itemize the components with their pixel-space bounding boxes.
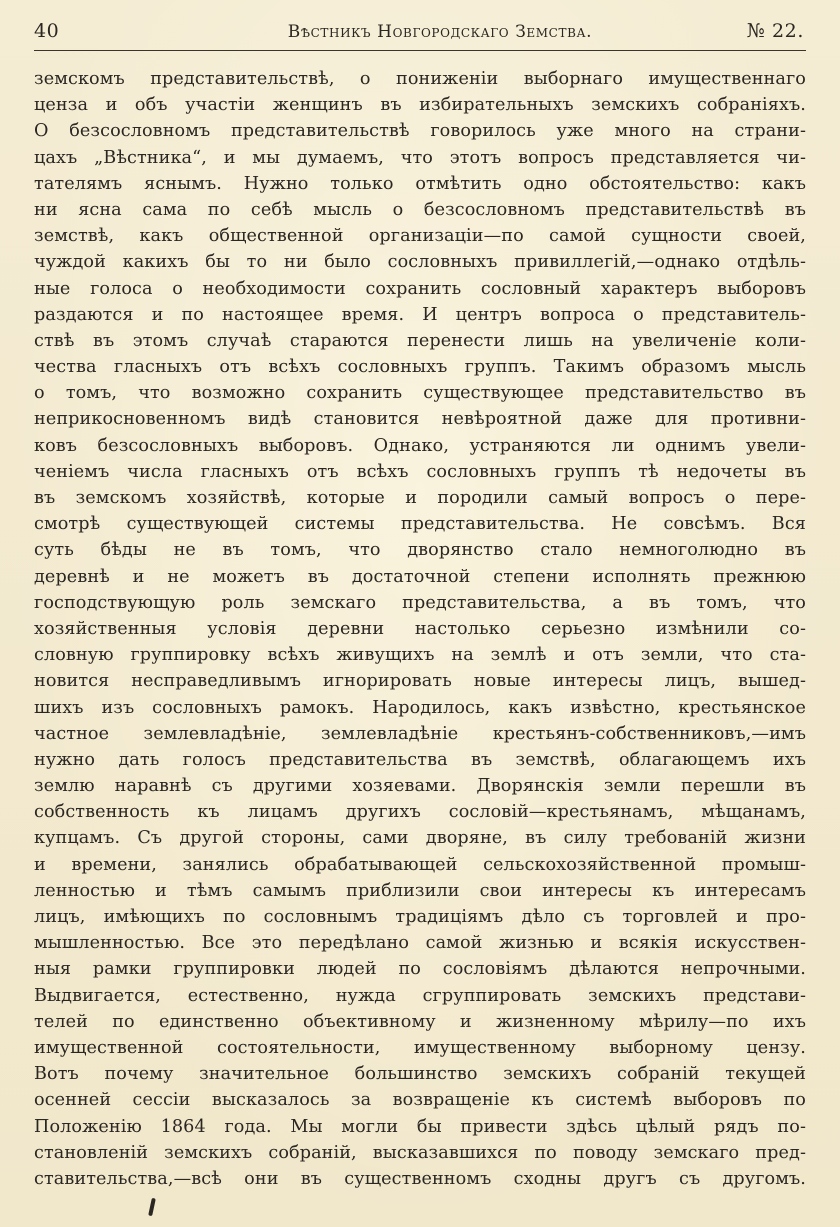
text-line: чества гласныхъ отъ всѣхъ сословныхъ группъ. Такимъ образомъ мысль — [34, 357, 806, 378]
text-line: осенней сессіи высказалось за возвращеніе къ системѣ выборовъ по — [34, 1090, 806, 1111]
text-line: ныя рамки группировки людей по сословіямъ дѣлаются непрочными. — [34, 959, 806, 980]
text-line: купцамъ. Съ другой стороны, сами дворяне, въ силу требованій жизни — [34, 828, 806, 849]
text-line: смотрѣ существующей системы представительства. Не совсѣмъ. Вся — [34, 514, 806, 535]
text-line: шихъ изъ сословныхъ рамокъ. Народилось, какъ извѣстно, крестьянское — [34, 697, 806, 718]
text-line: новится несправедливымъ игнорировать новые интересы лицъ, вышед- — [34, 671, 806, 692]
journal-title: Вѣстникъ Новгородскаго Земства. — [287, 22, 593, 42]
text-line: господствующую роль земскаго представительства, а въ томъ, что — [34, 592, 806, 613]
page-number: 40 — [34, 20, 60, 42]
text-line: чуждой какихъ бы то ни было сословныхъ привиллегій,—однако отдѣль- — [34, 252, 806, 273]
text-line: земскомъ представительствѣ, о пониженіи выборнаго имущественнаго — [34, 69, 806, 89]
ink-mark — [148, 1198, 156, 1216]
article-body — [34, 66, 806, 1192]
text-line: деревнѣ и не можетъ въ достаточной степени исполнять прежнюю — [34, 566, 806, 587]
text-line: ставительства,—всѣ они въ существенномъ сходны другъ съ другомъ. — [34, 1168, 806, 1189]
text-line: Положенію 1864 года. Мы могли бы привести здѣсь цѣлый рядъ по- — [34, 1116, 806, 1137]
text-line: въ земскомъ хозяйствѣ, которые и породили самый вопросъ о пере- — [34, 488, 806, 508]
text-line: ковъ безсословныхъ выборовъ. Однако, устраняются ли однимъ увели- — [34, 435, 806, 456]
running-header — [34, 20, 806, 51]
issue-number: № 22. — [746, 20, 804, 42]
text-line: словную группировку всѣхъ живущихъ на землѣ и отъ земли, что ста- — [34, 645, 806, 666]
text-line: цахъ „Вѣстника“, и мы думаемъ, что этотъ вопросъ представляется чи- — [34, 147, 806, 168]
text-line: и времени, занялись обрабатывающей сельскохозяйственной промыш- — [34, 854, 806, 875]
text-line: телей по единственно объективному и жизненному мѣрилу—по ихъ — [34, 1011, 806, 1032]
text-line: ченіемъ числа гласныхъ отъ всѣхъ сословныхъ группъ тѣ недочеты въ — [34, 461, 806, 482]
text-line: раздаются и по настоящее время. И центръ вопроса о представитель- — [34, 304, 806, 325]
text-line: о томъ, что возможно сохранить существующее представительство въ — [34, 383, 806, 404]
text-line: земствѣ, какъ общественной организаціи—по самой сущности своей, — [34, 226, 806, 247]
text-line: ни ясна сама по себѣ мысль о безсословномъ представительствѣ въ — [34, 199, 806, 220]
text-line: О безсословномъ представительствѣ говорилось уже много на страни- — [34, 121, 806, 142]
text-line: частное землевладѣніе, землевладѣніе крестьянъ-собственниковъ,—имъ — [34, 723, 806, 744]
text-line: хозяйственныя условія деревни настолько серьезно измѣнили со- — [34, 618, 806, 639]
text-line: Вотъ почему значительное большинство земскихъ собраній текущей — [34, 1064, 806, 1085]
text-line: ные голоса о необходимости сохранить сословный характеръ выборовъ — [34, 278, 806, 299]
text-line: лицъ, имѣющихъ по сословнымъ традиціямъ дѣло съ торговлей и про- — [34, 907, 806, 927]
text-line: тателямъ яснымъ. Нужно только отмѣтить одно обстоятельство: какъ — [34, 173, 806, 194]
text-line: становленій земскихъ собраній, высказавшихся по поводу земскаго пред- — [34, 1142, 806, 1163]
text-line: Выдвигается, естественно, нужда сгруппировать земскихъ представи- — [34, 985, 806, 1006]
text-line: неприкосновенномъ видѣ становится невѣроятной даже для противни- — [34, 409, 806, 430]
text-line: ленностью и тѣмъ самымъ приблизили свои интересы къ интересамъ — [34, 880, 806, 901]
text-line: ценза и объ участіи женщинъ въ избирательныхъ земскихъ собраніяхъ. — [34, 95, 806, 116]
text-line: землю наравнѣ съ другими хозяевами. Дворянскія земли перешли въ — [34, 776, 806, 797]
text-line: суть бѣды не въ томъ, что дворянство стало немноголюдно въ — [34, 540, 806, 561]
text-line: собственность къ лицамъ другихъ сословій—крестьянамъ, мѣщанамъ, — [34, 802, 806, 823]
text-line: имущественной состоятельности, имущественному выборному цензу. — [34, 1037, 806, 1058]
text-line: нужно дать голосъ представительства въ земствѣ, облагающемъ ихъ — [34, 749, 806, 770]
text-line: мышленностью. Все это передѣлано самой жизнью и всякія искусствен- — [34, 933, 806, 954]
text-line: ствѣ въ этомъ случаѣ стараются перенести лишь на увеличеніе коли- — [34, 330, 806, 351]
